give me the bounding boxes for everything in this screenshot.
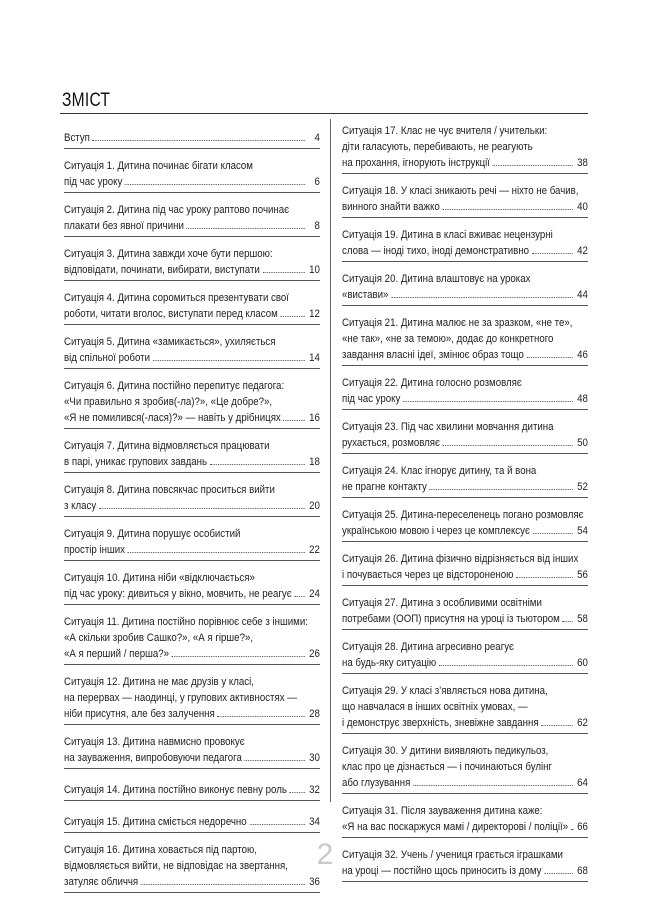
toc-entry[interactable] <box>342 223 588 262</box>
toc-entry-title-line: українською мовою і через це комплексує <box>342 525 530 537</box>
dot-leader <box>125 175 305 185</box>
dot-leader <box>439 656 573 666</box>
toc-page-number: 46 <box>577 349 588 361</box>
toc-entry[interactable] <box>64 434 320 473</box>
toc-entry-title-line: Ситуація 15. Дитина сміється недоречно <box>64 816 247 828</box>
toc-entry[interactable] <box>342 179 588 218</box>
toc-page-number: 48 <box>577 393 588 405</box>
toc-entry[interactable] <box>64 522 320 561</box>
toc-page-number: 34 <box>309 816 320 828</box>
toc-entry-title-line: Ситуація 31. Після зауваження дитина каже: <box>342 805 543 817</box>
toc-page-number: 36 <box>309 876 320 888</box>
toc-entry-title-line: Ситуація 17. Клас не чує вчителя / учительки: <box>342 125 548 137</box>
toc-entry-title-line: плакати без явної причини <box>64 220 184 232</box>
toc-entry[interactable] <box>342 799 588 838</box>
toc-entry-title-line: і почувається через це відстороненою <box>342 569 514 581</box>
toc-entry-title-line: Ситуація 1. Дитина починає бігати класом <box>64 160 253 172</box>
dot-leader <box>283 411 305 421</box>
toc-entry-title-line: Ситуація 14. Дитина постійно виконує певну роль <box>64 784 287 796</box>
toc-page-number: 4 <box>314 132 320 144</box>
toc-page-number: 62 <box>577 717 588 729</box>
dot-leader <box>532 244 573 254</box>
toc-entry-title-line: ніби присутня, але без залучення <box>64 708 215 720</box>
toc-page-number: 18 <box>309 456 320 468</box>
toc-entry[interactable] <box>342 267 588 306</box>
dot-leader <box>128 543 305 553</box>
toc-entry-title-line: на перервах — наодинці, у групових активностях — <box>64 692 297 704</box>
column-divider <box>330 119 331 802</box>
toc-entry-title-line: на уроці — постійно щось приносить із дому <box>342 865 542 877</box>
toc-entry-title-line: слова — іноді тихо, іноді демонстративно <box>342 245 530 257</box>
toc-entry-title-line: діти галасують, перебивають, не реагують <box>342 141 533 153</box>
toc-entry-title-line: Ситуація 2. Дитина під час уроку раптово починає <box>64 204 290 216</box>
toc-entry[interactable] <box>64 330 320 369</box>
dot-leader <box>391 288 573 298</box>
toc-page-number: 8 <box>314 220 320 232</box>
toc-entry[interactable] <box>64 198 320 237</box>
toc-page-number: 66 <box>577 821 588 833</box>
toc-page-number: 60 <box>577 657 588 669</box>
toc-entry-title-line: Ситуація 27. Дитина з особливими освітніми <box>342 597 542 609</box>
toc-entry-title-line: Ситуація 7. Дитина відмовляється працювати <box>64 440 270 452</box>
dot-leader <box>403 392 573 402</box>
toc-entry[interactable] <box>64 478 320 517</box>
toc-page-number: 44 <box>577 289 588 301</box>
toc-entry[interactable] <box>64 566 320 605</box>
toc-entry-title-line: Ситуація 8. Дитина повсякчас проситься вийти <box>64 484 275 496</box>
toc-entry[interactable] <box>64 154 320 193</box>
toc-page-number: 68 <box>577 865 588 877</box>
toc-page-number: 28 <box>309 708 320 720</box>
dot-leader <box>217 707 305 717</box>
dot-leader <box>533 524 573 534</box>
toc-page-number: 30 <box>309 752 320 764</box>
toc-page-number: 64 <box>577 777 588 789</box>
toc-page-number: 20 <box>309 500 320 512</box>
toc-right-column <box>342 119 588 882</box>
dot-leader <box>172 647 305 657</box>
toc-entry-title-line: Ситуація 9. Дитина порушує особистий <box>64 528 241 540</box>
dot-leader <box>516 568 573 578</box>
dot-leader <box>413 776 573 786</box>
toc-page-number: 6 <box>314 176 320 188</box>
toc-entry-title-line: Ситуація 25. Дитина-переселенець погано розмовляє <box>342 509 584 521</box>
dot-leader <box>442 200 573 210</box>
toc-entry-title-line: Ситуація 13. Дитина навмисно провокує <box>64 736 245 748</box>
toc-entry-title-line: Ситуація 20. Дитина влаштовує на уроках <box>342 273 531 285</box>
toc-entry-title-line: Ситуація 6. Дитина постійно перепитує педагога: <box>64 380 285 392</box>
toc-entry-title-line: Ситуація 30. У дитини виявляють педикульоз, <box>342 745 549 757</box>
toc-entry-title-line: рухається, розмовляє <box>342 437 440 449</box>
dot-leader <box>562 612 573 622</box>
dot-leader <box>280 307 305 317</box>
toc-entry-title-line: Ситуація 3. Дитина завжди хоче бути першою: <box>64 248 273 260</box>
dot-leader <box>187 219 305 229</box>
dot-leader <box>571 820 573 830</box>
toc-entry[interactable] <box>342 311 588 366</box>
dot-leader <box>541 716 573 726</box>
toc-entry-title-line: під час уроку <box>64 176 123 188</box>
toc-entry-title-line: Ситуація 19. Дитина в класі вживає нецензурні <box>342 229 553 241</box>
toc-page-number: 38 <box>577 157 588 169</box>
dot-leader <box>294 587 305 597</box>
toc-entry-title-line: простір інших <box>64 544 126 556</box>
toc-entry[interactable] <box>64 242 320 281</box>
toc-entry-title-line: Ситуація 24. Клас ігнорує дитину, та й вона <box>342 465 537 477</box>
toc-entry-title-line: Ситуація 11. Дитина постійно порівнює себе з іншими: <box>64 616 308 628</box>
dot-leader <box>262 263 305 273</box>
toc-entry-title-line: «Я не помилився(-лася)?» — навіть у дрібницях <box>64 412 281 424</box>
dot-leader <box>493 156 573 166</box>
dot-leader <box>443 436 573 446</box>
toc-entry-title-line: Ситуація 23. Під час хвилини мовчання дитина <box>342 421 554 433</box>
toc-entry-title-line: «А скільки зробив Сашко?», «А я гірше?», <box>64 632 254 644</box>
dot-leader <box>210 455 305 465</box>
toc-entry[interactable] <box>64 374 320 429</box>
toc-page-number: 26 <box>309 648 320 660</box>
toc-page-number: 52 <box>577 481 588 493</box>
toc-entry-title-line: Ситуація 12. Дитина не має друзів у класі, <box>64 676 254 688</box>
toc-page-number: 22 <box>309 544 320 556</box>
toc-page-number: 16 <box>309 412 320 424</box>
toc-entry-title-line: Ситуація 32. Учень / учениця грається іграшками <box>342 849 563 861</box>
page-number: 2 <box>316 838 334 871</box>
toc-entry-title-line: Ситуація 22. Дитина голосно розмовляє <box>342 377 522 389</box>
dot-leader <box>99 499 305 509</box>
toc-entry-title-line: завдання власні ідеї, змінює образ тощо <box>342 349 524 361</box>
toc-page-number: 56 <box>577 569 588 581</box>
toc-entry-title-line: від спільної роботи <box>64 352 150 364</box>
toc-entry-title-line: на зауваження, випробовуючи педагога <box>64 752 242 764</box>
toc-page-number: 50 <box>577 437 588 449</box>
toc-page-number: 10 <box>309 264 320 276</box>
toc-page-number: 54 <box>577 525 588 537</box>
dot-leader <box>153 351 305 361</box>
toc-entry-title-line: на будь-яку ситуацію <box>342 657 437 669</box>
toc-entry-title-line: «А я перший / перша?» <box>64 648 170 660</box>
dot-leader <box>249 815 305 825</box>
toc-entry[interactable] <box>342 739 588 794</box>
dot-leader <box>290 783 305 793</box>
toc-page-number: 12 <box>309 308 320 320</box>
toc-page-number: 24 <box>309 588 320 600</box>
toc-entry[interactable] <box>64 730 320 769</box>
toc-entry-title-line: що навчалася в інших освітніх умовах, — <box>342 701 528 713</box>
toc-entry[interactable] <box>342 371 588 410</box>
toc-entry-title-line: «Я на вас поскаржуся мамі / директорові / поліції» <box>342 821 569 833</box>
toc-entry[interactable] <box>342 679 588 734</box>
toc-entry-title-line: «вистави» <box>342 289 389 301</box>
toc-entry-title-line: Ситуація 10. Дитина ніби «відключається» <box>64 572 255 584</box>
toc-page-number: 58 <box>577 613 588 625</box>
toc-entry[interactable] <box>342 591 588 630</box>
toc-entry[interactable] <box>342 119 588 174</box>
toc-entry[interactable] <box>342 547 588 586</box>
toc-entry-title-line: в парі, уникає групових завдань <box>64 456 208 468</box>
toc-entry-title-line: затуляє обличчя <box>64 876 139 888</box>
toc-entry-title-line: Вступ <box>64 132 90 144</box>
toc-entry-title-line: під час уроку: дивиться у вікно, мовчить, не реагує <box>64 588 292 600</box>
dot-leader <box>527 348 573 358</box>
toc-entry-title-line: Ситуація 5. Дитина «замикається», ухиляється <box>64 336 276 348</box>
toc-entry[interactable] <box>64 119 320 149</box>
toc-entry-title-line: Ситуація 4. Дитина соромиться презентувати свої <box>64 292 290 304</box>
toc-entry[interactable] <box>64 286 320 325</box>
toc-entry-title-line: Ситуація 29. У класі з’являється нова дитина, <box>342 685 548 697</box>
toc-entry-title-line: відмовляється вийти, не відповідає на звертання, <box>64 860 288 872</box>
page-title: ЗМІСТ <box>62 90 111 111</box>
toc-entry[interactable] <box>64 670 320 725</box>
toc-entry-title-line: не прагне контакту <box>342 481 427 493</box>
toc-entry[interactable] <box>64 806 320 833</box>
toc-entry-title-line: Ситуація 18. У класі зникають речі — ніхто не бачив, <box>342 185 579 197</box>
toc-entry-title-line: винного знайти важко <box>342 201 440 213</box>
toc-page-number: 32 <box>309 784 320 796</box>
toc-entry-title-line: відповідати, починати, вибирати, виступати <box>64 264 260 276</box>
title-rule <box>60 113 588 114</box>
toc-entry-title-line: роботи, читати вголос, виступати перед класом <box>64 308 278 320</box>
toc-entry-title-line: «Чи правильно я зробив(-ла)?», «Це добре?», <box>64 396 273 408</box>
toc-left-column <box>64 119 320 893</box>
toc-entry[interactable] <box>342 635 588 674</box>
dot-leader <box>141 875 305 885</box>
toc-entry-title-line: під час уроку <box>342 393 401 405</box>
toc-entry[interactable] <box>64 774 320 801</box>
toc-entry-title-line: «не так», «не за темою», додає до конкретного <box>342 333 554 345</box>
toc-page-number: 40 <box>577 201 588 213</box>
dot-leader <box>93 131 305 141</box>
toc-entry-title-line: потребами (ООП) присутня на уроці із тьютором <box>342 613 560 625</box>
toc-entry[interactable] <box>342 415 588 454</box>
toc-entry-title-line: Ситуація 26. Дитина фізично відрізняється від інших <box>342 553 579 565</box>
dot-leader <box>430 480 573 490</box>
toc-entry-title-line: на прохання, ігнорують інструкції <box>342 157 490 169</box>
toc-page-number: 42 <box>577 245 588 257</box>
toc-entry[interactable] <box>342 503 588 542</box>
toc-entry-title-line: клас про це дізнається — і починаються булінг <box>342 761 553 773</box>
toc-entry-title-line: Ситуація 21. Дитина малює не за зразком, «не те», <box>342 317 573 329</box>
toc-entry-title-line: Ситуація 28. Дитина агресивно реагує <box>342 641 515 653</box>
toc-entry-title-line: і демонструє зверхність, зневіжне завдання <box>342 717 539 729</box>
toc-entry[interactable] <box>64 610 320 665</box>
toc-entry[interactable] <box>342 459 588 498</box>
toc-entry-title-line: або глузування <box>342 777 411 789</box>
toc-entry-title-line: з класу <box>64 500 97 512</box>
dot-leader <box>244 751 304 761</box>
toc-entry-title-line: Ситуація 16. Дитина ховається під партою, <box>64 844 257 856</box>
toc-page-number: 14 <box>309 352 320 364</box>
